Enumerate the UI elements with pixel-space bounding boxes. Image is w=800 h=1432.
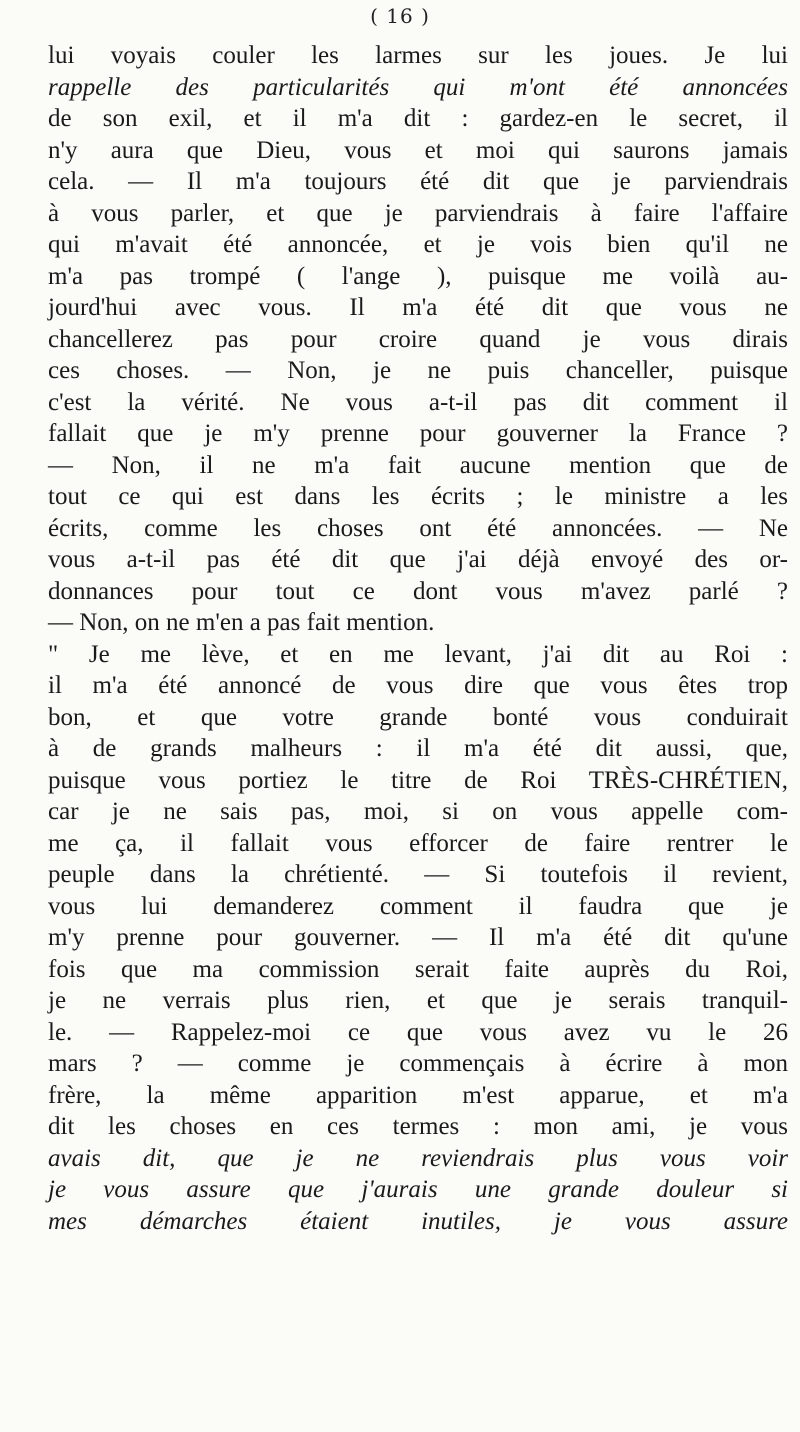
text-line: il m'a été annoncé de vous dire que vous êtes trop: [48, 672, 788, 699]
text-line: — Non, on ne m'en a pas fait mention.: [48, 609, 435, 636]
text-line: me ça, il fallait vous efforcer de faire rentrer le: [48, 829, 788, 857]
text-line: fallait que je m'y prenne pour gouverner la France ?: [48, 420, 788, 447]
text-line: avais dit, que je ne reviendrais plus vous voir: [48, 1144, 788, 1172]
body-text: [48, 40, 788, 1237]
text-line: ces choses. — Non, je ne puis chanceller, puisque: [48, 357, 788, 384]
text-line: qui m'avait été annoncée, et je vois bien qu'il ne: [48, 231, 788, 258]
text-line: donnances pour tout ce dont vous m'avez parlé ?: [48, 577, 788, 605]
text-line: tout ce qui est dans les écrits ; le ministre a les: [48, 483, 788, 510]
text-line: cela. — Il m'a toujours été dit que je parviendrais: [48, 168, 788, 195]
text-line: rappelle des particularités qui m'ont été annoncées: [48, 73, 788, 101]
text-line: vous lui demanderez comment il faudra que je: [48, 892, 788, 920]
text-line: puisque vous portiez le titre de Roi TRÈS-CHRÉTIEN,: [48, 766, 788, 794]
text-line: mes démarches étaient inutiles, je vous assure: [48, 1207, 788, 1235]
text-line: car je ne sais pas, moi, si on vous appelle com-: [48, 798, 788, 825]
text-line: n'y aura que Dieu, vous et moi qui saurons jamais: [48, 136, 788, 164]
text-line: le. — Rappelez-moi ce que vous avez vu le 26: [48, 1018, 788, 1046]
text-line: — Non, il ne m'a fait aucune mention que de: [48, 451, 788, 479]
text-line: je ne verrais plus rien, et que je serais tranquil-: [48, 987, 788, 1014]
text-line: à vous parler, et que je parviendrais à faire l'affaire: [48, 199, 788, 227]
text-line: bon, et que votre grande bonté vous conduirait: [48, 703, 788, 731]
text-line: peuple dans la chrétienté. — Si toutefois il revient,: [48, 861, 788, 888]
text-line: jourd'hui avec vous. Il m'a été dit que vous ne: [48, 294, 788, 321]
text-line: lui voyais couler les larmes sur les joues. Je lui: [48, 42, 788, 69]
text-line: écrits, comme les choses ont été annoncées. — Ne: [48, 514, 788, 542]
page-number: ( 16 ): [370, 4, 430, 28]
text-line: m'y prenne pour gouverner. — Il m'a été dit qu'une: [48, 924, 788, 951]
text-line: à de grands malheurs : il m'a été dit aussi, que,: [48, 735, 788, 762]
text-line: mars ? — comme je commençais à écrire à mon: [48, 1050, 788, 1077]
text-line: je vous assure que j'aurais une grande douleur si: [48, 1176, 788, 1203]
text-line: fois que ma commission serait faite auprès du Roi,: [48, 955, 788, 983]
text-line: vous a-t-il pas été dit que j'ai déjà envoyé des or-: [48, 546, 788, 573]
text-line: m'a pas trompé ( l'ange ), puisque me voilà au-: [48, 262, 788, 290]
text-line: c'est la vérité. Ne vous a-t-il pas dit comment il: [48, 388, 788, 416]
text-line: chancellerez pas pour croire quand je vous dirais: [48, 325, 788, 353]
text-line: frère, la même apparition m'est apparue, et m'a: [48, 1081, 788, 1109]
text-line: de son exil, et il m'a dit : gardez-en le secret, il: [48, 105, 788, 132]
text-line: dit les choses en ces termes : mon ami, je vous: [48, 1113, 788, 1140]
text-line: " Je me lève, et en me levant, j'ai dit au Roi :: [48, 640, 788, 668]
